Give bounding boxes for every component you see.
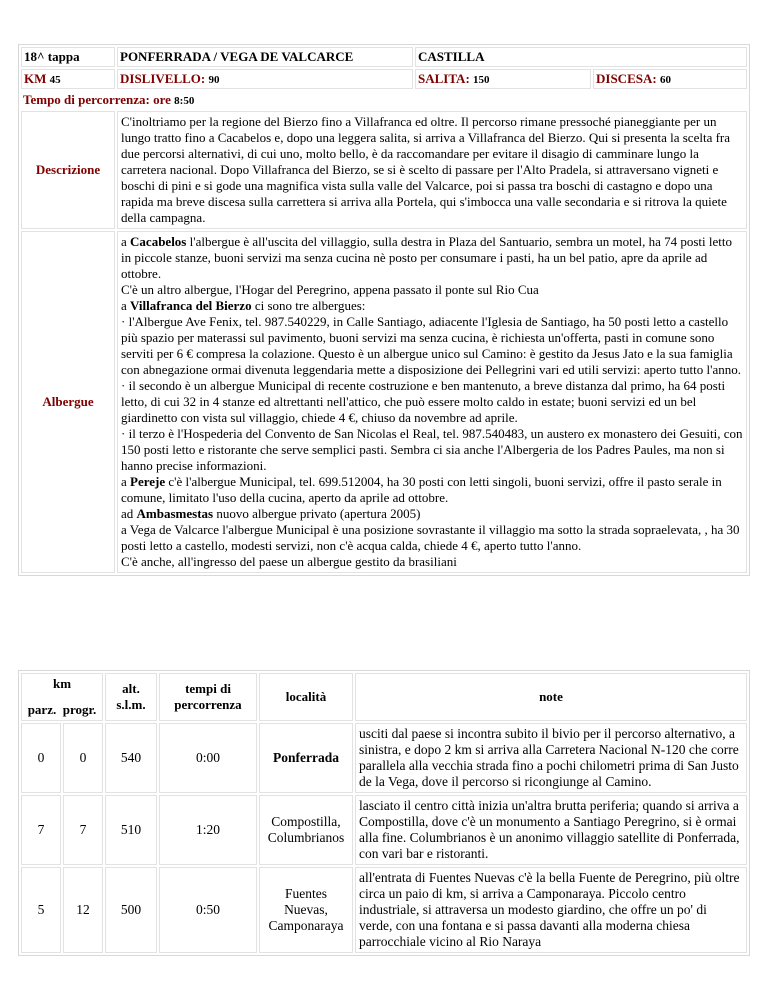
discesa-value: 60 — [659, 74, 671, 86]
km-cell: KM 45 — [21, 69, 115, 89]
progr-cell: 12 — [63, 867, 103, 953]
place-cacabelos: Cacabelos — [130, 234, 187, 249]
localita-cell: Ponferrada — [259, 723, 353, 793]
table-row — [21, 723, 747, 793]
dislivello-cell: DISLIVELLO: 90 — [117, 69, 413, 89]
descrizione-text: C'inoltriamo per la regione del Bierzo fino a Villafranca ed oltre. Il percorso rimane pressoché pianeggiante per un lungo tratto fino a Cacabelos e, dopo una leggera salita, si arriva a Villafranca del Bierzo. Qui si presenta la scelta fra due percorsi alternativi, di cui uno, molto bello, è da raccomandare per evitare il disagio di camminare lungo la carretera nacional. Dopo Villafranca del Bierzo, se si è scelto di passare per l'Alto Pradela, si attraversano vigneti e boschi di pini e si gode una magnifica vista sulla valle del Valcarce, poi si passa tra boschi di castagno e dopo una rapida ma breve discesa sulla carrettera si arriva alla Portela, qui s'imbocca una valle secondaria e si ritrova la quiete della campagna. — [117, 111, 747, 229]
parz-cell: 0 — [21, 723, 61, 793]
tempi-header: tempi di percorrenza — [159, 673, 257, 721]
parz-cell: 5 — [21, 867, 61, 953]
salita-cell: SALITA: 150 — [415, 69, 591, 89]
tempo-cell: 1:20 — [159, 795, 257, 865]
alt-cell: 540 — [105, 723, 157, 793]
table-row — [21, 795, 747, 865]
tempo-value: 8:50 — [174, 95, 195, 107]
km-header: km parz. progr. — [21, 673, 103, 721]
tempo-cell: 0:00 — [159, 723, 257, 793]
salita-value: 150 — [473, 74, 490, 86]
note-cell: all'entrata di Fuentes Nuevas c'è la bella Fuente de Peregrino, più oltre circa un paio di km, si arriva a Camponaraya. Piccolo centro industriale, si attraversa un modesto giardino, che offre un po' di verde, con una fontana e si passa davanti alla moderna chiesa parrocchiale vicino al Rio Naraya — [355, 867, 747, 953]
alt-cell: 500 — [105, 867, 157, 953]
tempo-cell: Tempo di percorrenza: ore 8:50 — [23, 92, 195, 107]
albergue-label: Albergue — [21, 231, 115, 573]
descrizione-label: Descrizione — [21, 111, 115, 229]
discesa-cell: DISCESA: 60 — [593, 69, 747, 89]
tappa-label: 18^ tappa — [21, 47, 115, 67]
progr-cell: 0 — [63, 723, 103, 793]
note-cell: usciti dal paese si incontra subito il bivio per il percorso alternativo, a sinistra, e dopo 2 km si arriva alla Carretera Nacional N-120 che corre parallela alla vecchia strada fino a pochi chilometri prima di San Justo de la Vega, dove il percorso si ricongiunge al Camino. — [355, 723, 747, 793]
localita-cell: Compostilla, Columbrianos — [259, 795, 353, 865]
place-pereje: Pereje — [130, 474, 166, 489]
place-ambasmestas: Ambasmestas — [136, 506, 214, 521]
km-value: 45 — [49, 74, 61, 86]
table-row — [21, 867, 747, 953]
dislivello-value: 90 — [208, 74, 220, 86]
tempo-cell: 0:50 — [159, 867, 257, 953]
alt-header: alt. s.l.m. — [105, 673, 157, 721]
albergue-text: a Cacabelos l'albergue è all'uscita del villaggio, sulla destra in Plaza del Santuario, sembra un motel, ha 74 posti letto in piccole stanze, buoni servizi ma senza cucina nè posto per consumare i pasti, ha un bel patio, apre da aprile ad ottobre. C'è un altro albergue, l'Hogar del Peregrino, appena passato il ponte sul Rio Cua a Villafranca del Bierzo ci sono tre albergues: · l'Albergue Ave Fenix, tel. 987.540229, in Calle Santiago, adiacente l'Iglesia de Santiago, ha 50 posti letto a castello più spazio per materassi sul pavimento, buoni servizi ma senza cucina, è richiesta un'offerta, pasti in comune sono serviti per 6 € compresa la colazione. Questo è un albergue unico sul Camino: è gestito da Jesus Jato e la sua famiglia con abnegazione ormai divenuta leggendaria mette a disposizione dei Pellegrini vari ed utili servizi: aperto tutto l'anno. · il secondo è un albergue Municipal di recente costruzione e ben mantenuto, a breve distanza dal primo, ha 64 posti letto, di cui 32 in 4 stanze ed altrettanti nell'attico, che può essere molto caldo in estate; buoni servizi ed un bel giardinetto con vista sul villaggio, chiede 4 €, chiuso da novembre ad aprile. · il terzo è l'Hospederia del Convento de San Nicolas el Real, tel. 987.540483, un austero ex monastero dei Gesuiti, con 150 posti letto e ristorante che serve semplici pasti. Sembra ci sia anche l'Albergeria de los Padres Paules, ma non si hanno precise informazioni. a Pereje c'è l'albergue Municipal, tel. 699.512004, ha 30 posti con letti singoli, buoni servizi, offre il pasto serale in comune, limitato l'uso della cucina, aperto da aprile ad ottobre. ad Ambasmestas nuovo albergue privato (apertura 2005) a Vega de Valcarce l'albergue Municipal è una posizione sovrastante il villaggio ma sotto la strada sopraelevata, , ha 30 posti letto a castello, modesti servizi, non c'è acqua calda, chiede 4 €, aperto tutto l'anno. C'è anche, all'ingresso del paese un albergue gestito da brasiliani — [117, 231, 747, 573]
region-label: CASTILLA — [415, 47, 747, 67]
note-header: note — [355, 673, 747, 721]
stage-info-table — [18, 44, 750, 576]
localita-cell: Fuentes Nuevas, Camponaraya — [259, 867, 353, 953]
localita-header: località — [259, 673, 353, 721]
alt-cell: 510 — [105, 795, 157, 865]
itinerary-table — [18, 670, 750, 956]
note-cell: lasciato il centro città inizia un'altra brutta periferia; quando si arriva a Compostilla, dove c'è un monumento a Santiago Peregrino, si è ormai alla fine. Columbrianos è un anonimo villaggio satellite di Ponferrada, con vari bar e ristoranti. — [355, 795, 747, 865]
table-header-row — [21, 673, 747, 721]
parz-cell: 7 — [21, 795, 61, 865]
progr-cell: 7 — [63, 795, 103, 865]
place-villafranca: Villafranca del Bierzo — [130, 298, 252, 313]
route-title: PONFERRADA / VEGA DE VALCARCE — [117, 47, 413, 67]
